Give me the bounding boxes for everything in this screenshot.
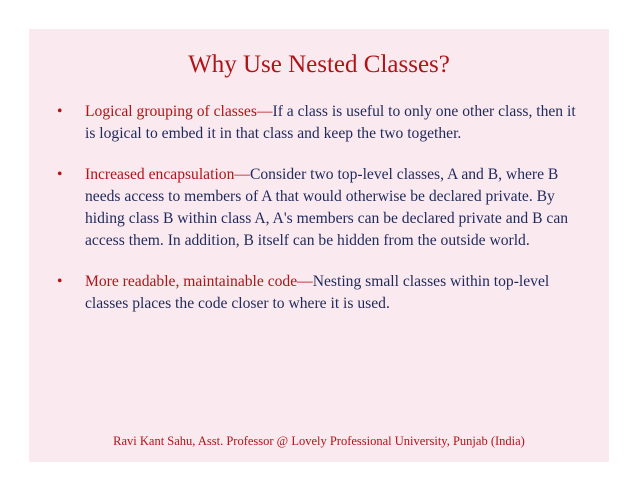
bullet-term: Logical grouping of classes— bbox=[85, 103, 273, 120]
bullet-list bbox=[57, 101, 587, 334]
bullet-marker: • bbox=[57, 273, 63, 290]
bullet-text: Nesting small classes within top-level classes places the code closer to where it is used. bbox=[85, 273, 550, 312]
bullet-marker: • bbox=[57, 166, 63, 183]
bullet-item-readable-code bbox=[57, 271, 587, 315]
bullet-term: Increased encapsulation— bbox=[85, 166, 250, 183]
bullet-marker: • bbox=[57, 103, 63, 120]
bullet-text: Consider two top-level classes, A and B, where B needs access to members of A that would otherwise be declared private. By hiding class B within class A, A's members can be declared private and B can access them. In addition, B itself can be hidden from the outside world. bbox=[85, 166, 569, 249]
bullet-text: If a class is useful to only one other class, then it is logical to embed it in that class and keep the two together. bbox=[85, 103, 576, 142]
bullet-item-logical-grouping bbox=[57, 101, 587, 145]
slide-title: Why Use Nested Classes? bbox=[188, 51, 450, 78]
slide bbox=[29, 29, 609, 462]
bullet-term: More readable, maintainable code— bbox=[85, 273, 313, 290]
slide-footer: Ravi Kant Sahu, Asst. Professor @ Lovely Professional University, Punjab (India) bbox=[113, 434, 525, 448]
bullet-item-encapsulation bbox=[57, 164, 587, 252]
